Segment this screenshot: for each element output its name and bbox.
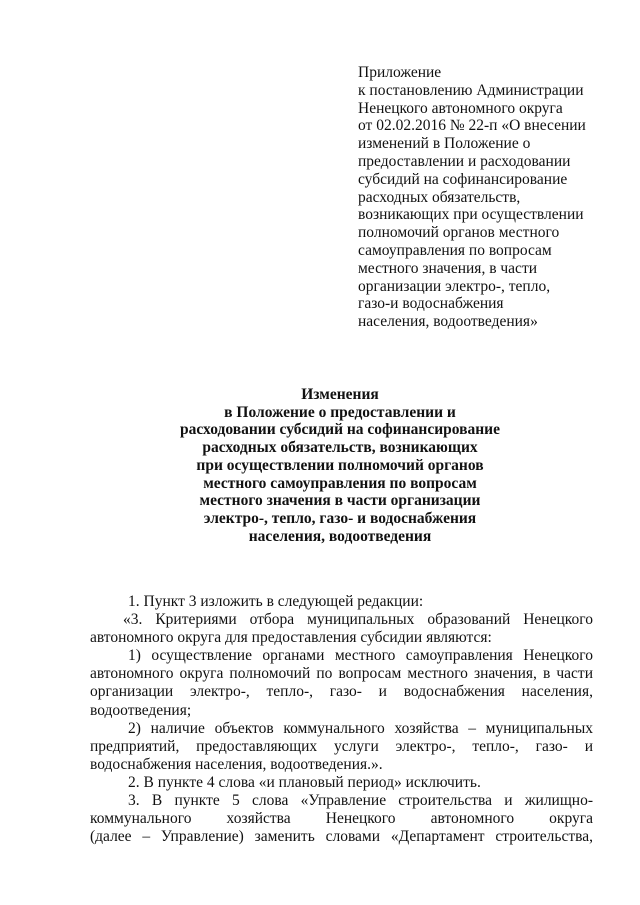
title-line: электро-, тепло, газо- и водоснабжения [203, 509, 477, 527]
title-line: в Положение о предоставлении и [224, 403, 456, 421]
appendix-line: самоуправления по вопросам [358, 241, 552, 259]
body-line: автономного округа полномочий по вопросам местного значения, в части [90, 665, 593, 683]
appendix-line: возникающих при осуществлении [358, 206, 584, 224]
appendix-line: изменений в Положение о [358, 135, 531, 153]
appendix-header [358, 64, 608, 331]
body-line: автономного округа для предоставления субсидии являются: [90, 629, 492, 647]
appendix-line: населения, водоотведения» [358, 313, 538, 331]
title-line: Изменения [301, 386, 379, 403]
body-line: организации электро-, тепло-, газо- и водоснабжения населения, [90, 683, 593, 701]
body-line: 2. В пункте 4 слова «и плановый период» исключить. [128, 773, 481, 791]
body-line: 1) осуществление органами местного самоуправления Ненецкого [128, 647, 593, 665]
title-line: при осуществлении полномочий органов [196, 456, 484, 474]
appendix-line: газо-и водоснабжения [358, 295, 504, 313]
appendix-line: от 02.02.2016 № 22-п «О внесении [358, 117, 586, 135]
body-line: предприятий, предоставляющих услуги электро-, тепло-, газо- и [90, 737, 593, 755]
title-line: местного самоуправления по вопросам [203, 474, 477, 492]
body-line: (далее – Управление) заменить словами «Департамент строительства, [90, 828, 593, 846]
appendix-line: расходных обязательств, [358, 188, 521, 206]
title-line: расходовании субсидий на софинансирование [180, 421, 500, 439]
appendix-line: предоставлении и расходовании [358, 152, 571, 170]
title-line: расходных обязательств, возникающих [202, 439, 478, 457]
appendix-line: местного значения, в части [358, 259, 538, 277]
body-line: 3. В пункте 5 слова «Управление строительства и жилищно- [128, 792, 593, 810]
title-line: населения, водоотведения [248, 527, 432, 545]
appendix-line: полномочий органов местного [358, 224, 560, 242]
document-body [90, 593, 593, 846]
document-title [140, 386, 540, 545]
appendix-line: Ненецкого автономного округа [358, 99, 563, 117]
body-line: водоотведения; [90, 701, 192, 719]
appendix-line: к постановлению Администрации [358, 81, 584, 99]
body-line: коммунального хозяйства Ненецкого автономного округа [90, 810, 593, 828]
appendix-line: Приложение [358, 64, 442, 81]
body-line: 2) наличие объектов коммунального хозяйства – муниципальных [128, 719, 593, 737]
body-line: 1. Пункт 3 изложить в следующей редакции: [128, 593, 424, 610]
title-line: местного значения в части организации [199, 492, 481, 510]
body-line: «3. Критериями отбора муниципальных образований Ненецкого [123, 611, 593, 629]
appendix-line: субсидий на софинансирование [358, 170, 568, 188]
body-line: водоснабжения населения, водоотведения.». [90, 755, 383, 773]
appendix-line: организации электро-, тепло, [358, 277, 551, 295]
